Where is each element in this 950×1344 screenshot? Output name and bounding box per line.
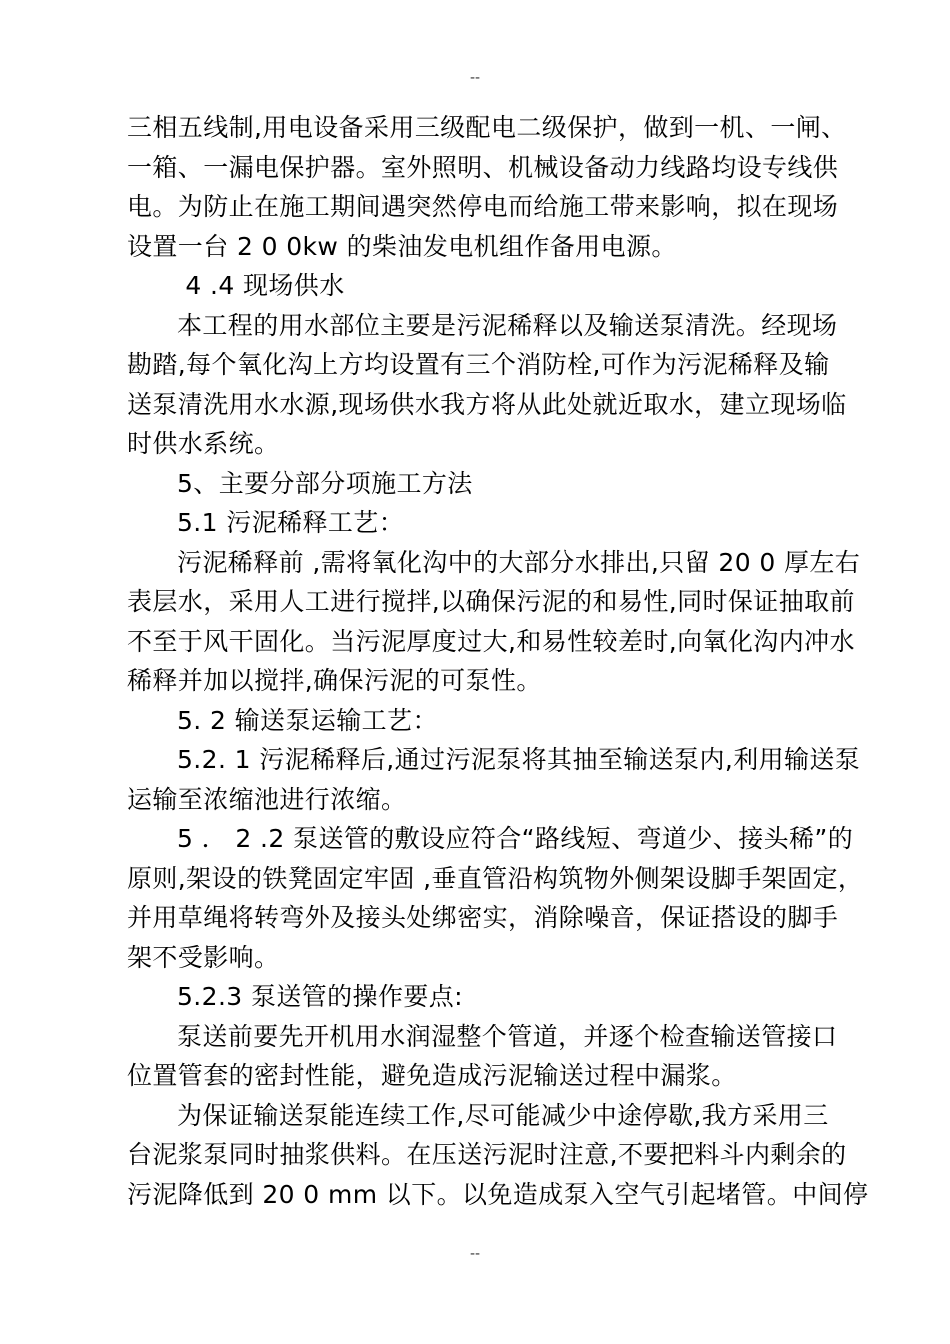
text-line: 台泥浆泵同时抽浆供料。在压送污泥时注意,不要把料斗内剩余的 [127, 1140, 847, 1169]
text-line: 原则,架设的铁凳固定牢固 ,垂直管沿构筑物外侧架设脚手架固定， [127, 863, 864, 893]
text-line: 为保证输送泵能连续工作,尽可能减少中途停歇,我方采用三 [177, 1100, 829, 1130]
text-line: 本工程的用水部位主要是污泥稀释以及输送泵清洗。经现场 [177, 310, 838, 340]
section-heading-4-4: 4 .4 现场供水 [177, 271, 345, 300]
text-line: 运输至浓缩池进行浓缩。 [127, 784, 407, 814]
text-line: 并用草绳将转弯外及接头处绑密实，消除噪音，保证搭设的脚手 [127, 903, 839, 932]
section-heading-5-1: 5.1 污泥稀释工艺： [177, 508, 405, 537]
section-heading-5-2-3: 5.2.3 泵送管的操作要点: [177, 982, 463, 1011]
text-line: 时供水系统。 [127, 429, 280, 458]
text-line: 5 ． 2 .2 泵送管的敷设应符合“路线短、弯道少、接头稀”的 [177, 824, 854, 853]
text-line: 设置一台 2 0 0kw 的柴油发电机组作备用电源。 [127, 231, 677, 261]
text-line: 污泥稀释前 ,需将氧化沟中的大部分水排出,只留 20 0 厚左右 [177, 547, 861, 577]
text-line: 污泥降低到 20 0 mm 以下。以免造成泵入空气引起堵管。中间停 [127, 1179, 869, 1209]
text-line: 表层水，采用人工进行搅拌,以确保污泥的和易性,同时保证抽取前 [127, 587, 855, 616]
document-body [127, 108, 869, 1214]
text-line: 5.2. 1 污泥稀释后,通过污泥泵将其抽至输送泵内,利用输送泵 [177, 745, 861, 774]
text-line: 不至于风干固化。当污泥厚度过大,和易性较差时,向氧化沟内冲水 [127, 626, 855, 656]
text-line: 架不受影响。 [127, 942, 280, 972]
text-line: 三相五线制,用电设备采用三级配电二级保护，做到一机、一闸、 [127, 113, 847, 142]
text-line: 电。为防止在施工期间遇突然停电而给施工带来影响，拟在现场 [127, 192, 839, 221]
text-line: 送泵清洗用水水源,现场供水我方将从此处就近取水，建立现场临 [127, 389, 847, 419]
page-footer-marker: -- [469, 1246, 481, 1262]
section-heading-5: 5、主要分部分项施工方法 [177, 468, 473, 498]
text-line: 泵送前要先开机用水润湿整个管道，并逐个检查输送管接口 [177, 1021, 838, 1051]
text-line: 稀释并加以搅拌,确保污泥的可泵性。 [127, 666, 542, 695]
text-line: 一箱、一漏电保护器。室外照明、机械设备动力线路均设专线供 [127, 152, 839, 182]
text-line: 勘踏,每个氧化沟上方均设置有三个消防栓,可作为污泥稀释及输 [127, 350, 830, 379]
text-line: 位置管套的密封性能，避免造成污泥输送过程中漏浆。 [127, 1061, 737, 1090]
section-heading-5-2: 5. 2 输送泵运输工艺： [177, 705, 438, 735]
page-header-marker: -- [469, 70, 481, 86]
